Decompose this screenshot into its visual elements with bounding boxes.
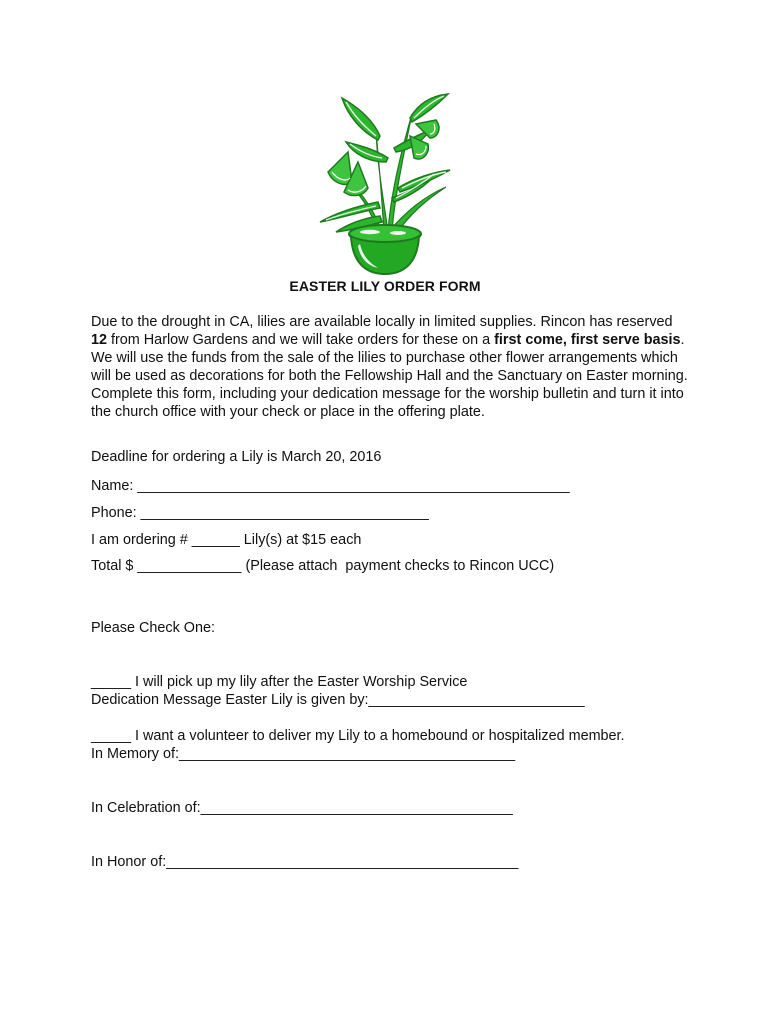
quantity-field[interactable]: I am ordering # ______ Lily(s) at $15 each bbox=[91, 532, 362, 548]
name-field[interactable]: Name: ______________________________________________________ bbox=[91, 478, 570, 494]
dedication-section bbox=[91, 655, 585, 907]
in-memory-field[interactable]: In Memory of:__________________________________________ bbox=[91, 746, 516, 762]
delivery-option[interactable]: _____ I want a volunteer to deliver my Lily to a homebound or hospitalized member. bbox=[91, 728, 625, 744]
intro-text: . We will use the funds from the sale of the lilies to purchase other flower arrangements which will be used as decorations for both the Fellowship Hall and the Sanctuary on Easter morning. Complete this form, including your dedication message for the worship bulletin and turn it into the church office with your check or place in the offering plate. bbox=[91, 332, 688, 420]
easter-lily-icon bbox=[318, 92, 452, 276]
in-celebration-field[interactable]: In Celebration of:_______________________________________ bbox=[91, 800, 513, 816]
intro-text: Due to the drought in CA, lilies are available locally in limited supplies. Rincon has reserved bbox=[91, 314, 673, 330]
check-heading: Please Check One: bbox=[91, 620, 215, 636]
phone-field[interactable]: Phone: ____________________________________ bbox=[91, 505, 429, 521]
intro-paragraph bbox=[91, 313, 691, 421]
deadline-text: Deadline for ordering a Lily is March 20, 2016 bbox=[91, 449, 382, 465]
in-honor-field[interactable]: In Honor of:____________________________________________ bbox=[91, 854, 519, 870]
total-field[interactable]: Total $ _____________ (Please attach payment checks to Rincon UCC) bbox=[91, 558, 555, 574]
form-title: EASTER LILY ORDER FORM bbox=[289, 278, 481, 294]
reserved-count: 12 bbox=[91, 332, 108, 348]
intro-text: from Harlow Gardens and we will take orders for these on a bbox=[107, 332, 495, 348]
first-come-emphasis: first come, first serve basis bbox=[494, 332, 681, 348]
dedication-given-by-field[interactable]: Dedication Message Easter Lily is given by:___________________________ bbox=[91, 692, 585, 708]
pickup-option[interactable]: _____ I will pick up my lily after the Easter Worship Service bbox=[91, 674, 468, 690]
